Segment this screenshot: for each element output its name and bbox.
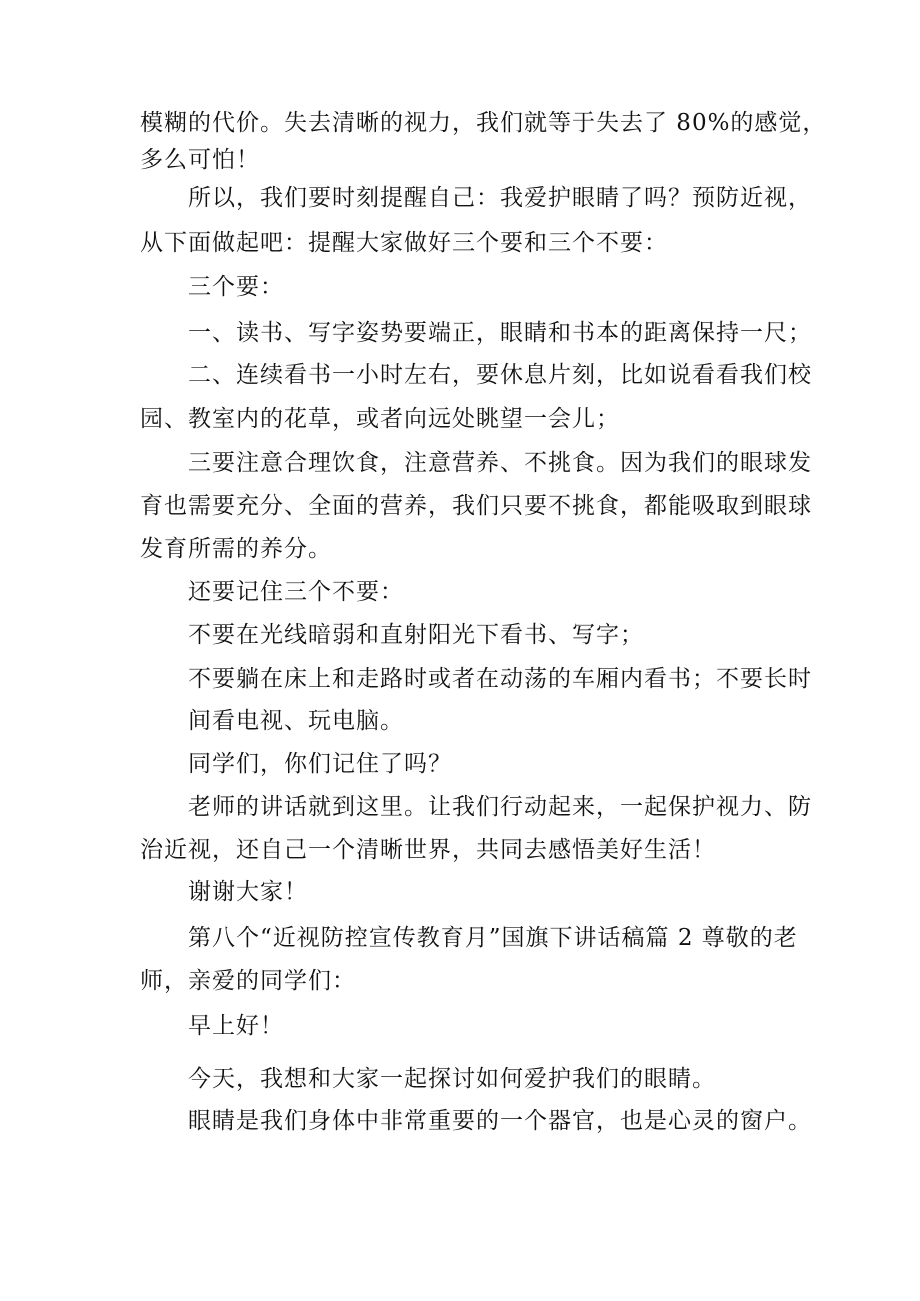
paragraph-line: 育也需要充分、全面的营养，我们只要不挑食，都能吸取到眼球 — [140, 493, 812, 519]
paragraph-line: 所以，我们要时刻提醒自己：我爱护眼睛了吗？预防近视， — [188, 185, 812, 211]
paragraph-line: 今天，我想和大家一起探讨如何爱护我们的眼睛。 — [188, 1066, 716, 1092]
paragraph-line: 眼睛是我们身体中非常重要的一个器官，也是心灵的窗户。 — [188, 1108, 812, 1134]
paragraph-line: 多么可怕！ — [140, 147, 260, 173]
paragraph-line: 模糊的代价。失去清晰的视力，我们就等于失去了 80%的感觉， — [140, 110, 827, 136]
paragraph-line: 早上好！ — [188, 1013, 284, 1039]
paragraph-line: 发育所需的养分。 — [140, 536, 332, 562]
section-heading: 三个要： — [188, 274, 284, 300]
list-item: 不要在光线暗弱和直射阳光下看书、写字； — [188, 622, 644, 648]
list-item: 不要躺在床上和走路时或者在动荡的车厢内看书；不要长时 — [188, 666, 812, 692]
paragraph-line: 园、教室内的花草，或者向远处眺望一会儿； — [140, 406, 620, 432]
list-item: 一、读书、写字姿势要端正，眼睛和书本的距离保持一尺； — [188, 320, 812, 346]
list-item: 二、连续看书一小时左右，要休息片刻，比如说看看我们校 — [188, 362, 812, 388]
paragraph-line: 从下面做起吧：提醒大家做好三个要和三个不要： — [140, 230, 668, 256]
paragraph-line: 谢谢大家！ — [188, 879, 308, 905]
paragraph-line: 间看电视、玩电脑。 — [188, 708, 404, 734]
paragraph-line: 治近视，还自己一个清晰世界，共同去感悟美好生活！ — [140, 837, 716, 863]
section-heading: 还要记住三个不要： — [188, 579, 404, 605]
paragraph-line: 老师的讲话就到这里。让我们行动起来，一起保护视力、防 — [188, 794, 812, 820]
list-item: 三要注意合理饮食，注意营养、不挑食。因为我们的眼球发 — [188, 450, 812, 476]
paragraph-line: 第八个“近视防控宣传教育月”国旗下讲话稿篇 2 尊敬的老 — [188, 925, 798, 951]
paragraph-line: 师，亲爱的同学们： — [140, 968, 356, 994]
paragraph-line: 同学们，你们记住了吗？ — [188, 751, 452, 777]
